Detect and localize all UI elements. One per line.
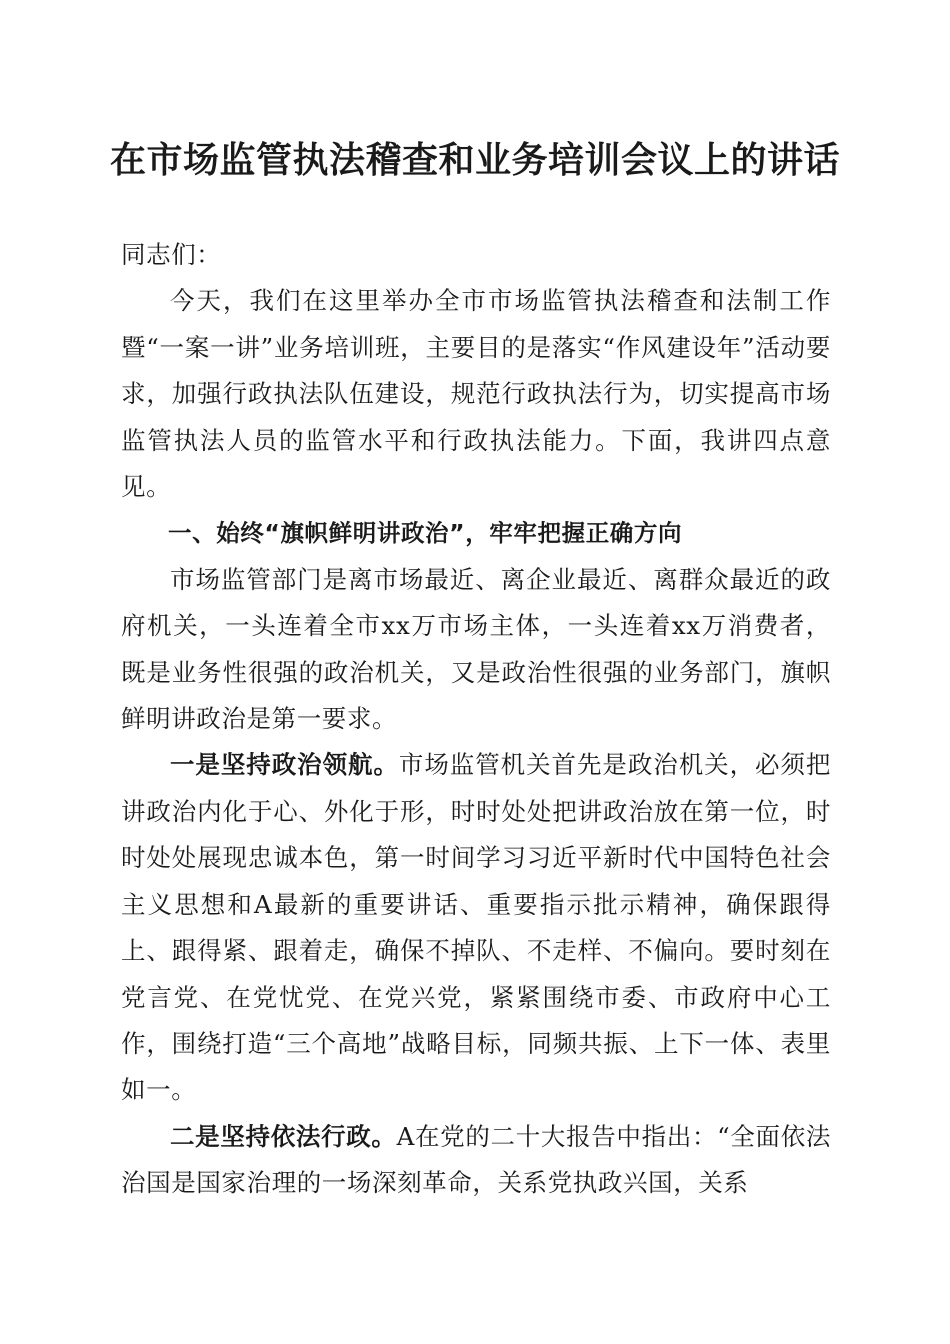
document-title: 在市场监管执法稽查和业务培训会议上的讲话 xyxy=(109,139,840,181)
salutation: 同志们： xyxy=(121,240,222,269)
point-2-text: A在党的二十大报告中指出：“全面依法治国是国家治理的一场深刻革命，关系党执政兴国，关系 xyxy=(121,1121,831,1198)
point-2-paragraph xyxy=(121,1114,831,1207)
point-1-paragraph xyxy=(121,742,831,1113)
intro-paragraph: 今天，我们在这里举办全市市场监管执法稽查和法制工作暨“一案一讲”业务培训班，主要目的是落实“作风建设年”活动要求，加强行政执法队伍建设，规范行政执法行为，切实提高市场监管执法人员的监管水平和行政执法能力。下面，我讲四点意见。 xyxy=(121,286,831,502)
point-2-lead: 二是坚持依法行政。 xyxy=(170,1121,397,1151)
section-1-paragraph: 市场监管部门是离市场最近、离企业最近、离群众最近的政府机关，一头连着全市xx万市场主体，一头连着xx万消费者，既是业务性很强的政治机关，又是政治性很强的业务部门，旗帜鲜明讲政治是第一要求。 xyxy=(121,564,831,734)
document-body xyxy=(121,232,831,1207)
section-heading-1: 一、始终“旗帜鲜明讲政治”，牢牢把握正确方向 xyxy=(168,519,683,548)
point-1-lead: 一是坚持政治领航。 xyxy=(170,750,399,780)
point-1-text: 市场监管机关首先是政治机关，必须把讲政治内化于心、外化于形，时时处处把讲政治放在第一位，时时处处展现忠诚本色，第一时间学习习近平新时代中国特色社会主义思想和A最新的重要讲话、重要指示批示精神，确保跟得上、跟得紧、跟着走，确保不掉队、不走样、不偏向。要时刻在党言党、在党忧党、在党兴党，紧紧围绕市委、市政府中心工作，围绕打造“三个高地”战略目标，同频共振、上下一体、表里如一。 xyxy=(121,750,831,1105)
